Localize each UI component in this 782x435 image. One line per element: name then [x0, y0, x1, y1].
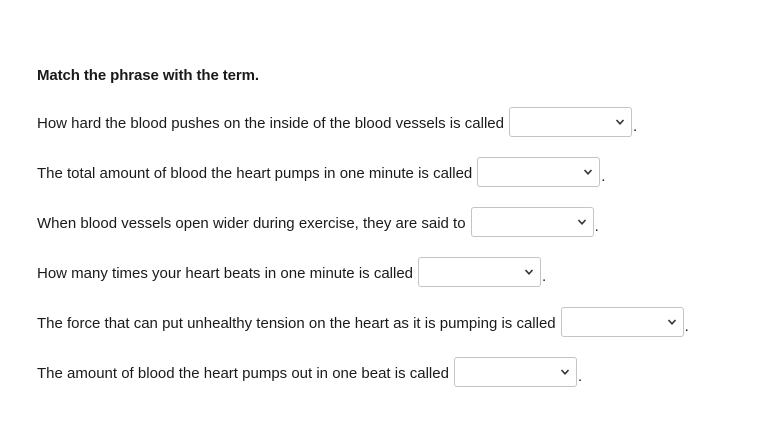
chevron-down-icon [583, 167, 593, 177]
sentence-period: . [684, 318, 689, 335]
question-row-5 [37, 307, 757, 337]
question-row-4 [37, 257, 757, 287]
sentence-period: . [577, 368, 583, 385]
quiz-form [37, 66, 757, 407]
chevron-down-icon [560, 367, 570, 377]
chevron-down-icon [524, 267, 534, 277]
question-row-6 [37, 357, 757, 387]
sentence-period: . [542, 268, 547, 285]
question-row-1 [37, 107, 757, 137]
question-text: How many times your heart beats in one minute is called [37, 265, 414, 282]
question-text: How hard the blood pushes on the inside of the blood vessels is called [37, 115, 504, 132]
chevron-down-icon [577, 217, 587, 227]
sentence-period: . [601, 168, 606, 185]
question-text: When blood vessels open wider during exercise, they are said to [37, 215, 466, 232]
sentence-period: . [594, 218, 599, 235]
answer-dropdown-3[interactable] [471, 207, 594, 237]
answer-dropdown-5[interactable] [561, 307, 684, 337]
question-row-3 [37, 207, 757, 237]
answer-dropdown-6[interactable] [454, 357, 577, 387]
answer-dropdown-1[interactable] [509, 107, 632, 137]
question-row-2 [37, 157, 757, 187]
instruction-text: Match the phrase with the term. [37, 67, 259, 84]
question-text: The amount of blood the heart pumps out in one beat is called [37, 365, 449, 382]
chevron-down-icon [667, 317, 677, 327]
answer-dropdown-2[interactable] [477, 157, 600, 187]
question-text: The force that can put unhealthy tension on the heart as it is pumping is called [37, 315, 556, 332]
answer-dropdown-4[interactable] [418, 257, 541, 287]
chevron-down-icon [615, 117, 625, 127]
sentence-period: . [632, 118, 638, 135]
question-text: The total amount of blood the heart pumps in one minute is called [37, 165, 473, 182]
